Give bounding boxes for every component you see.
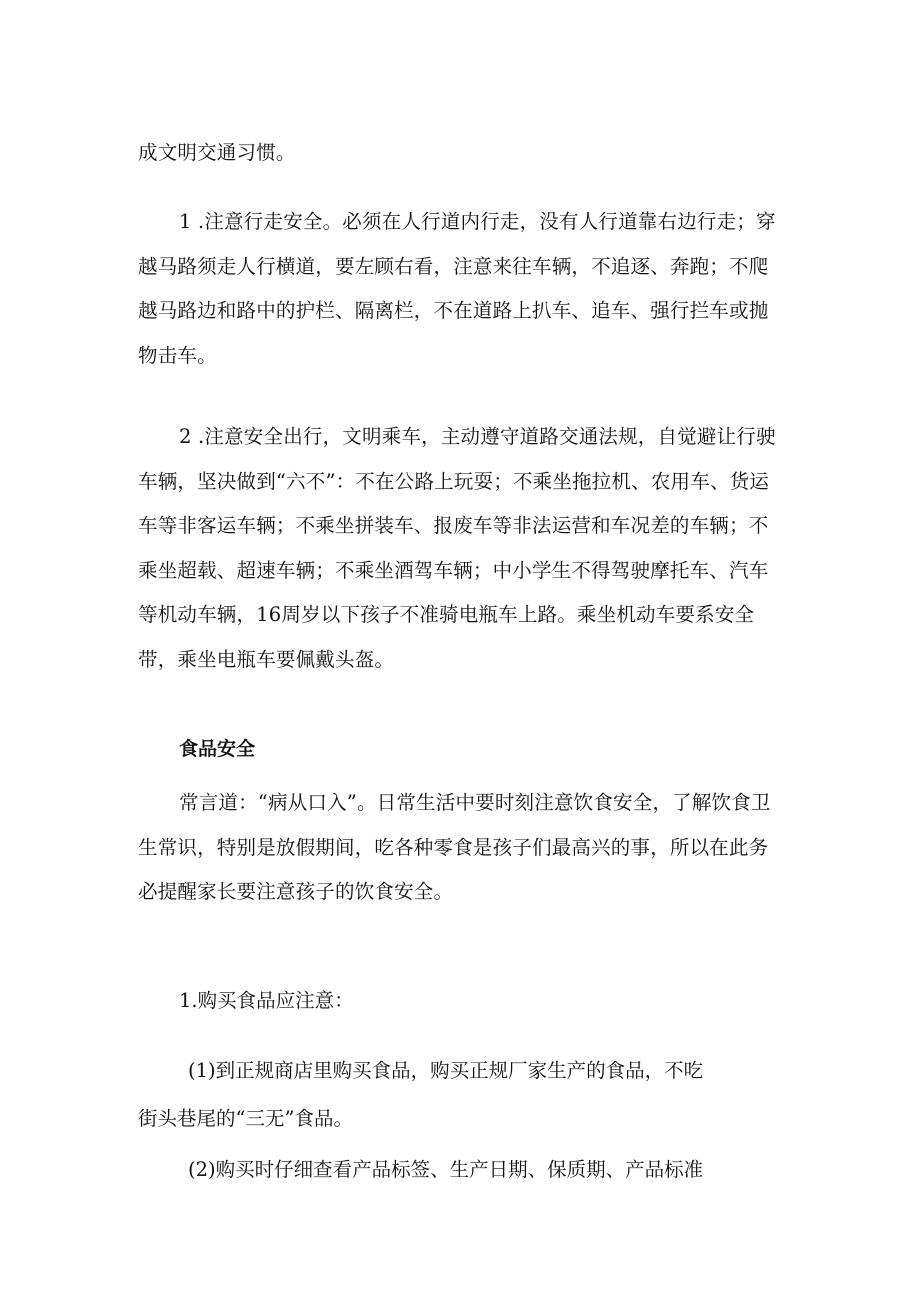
sub-item-1-line-1: (1)到正规商店里购买食品，购买正规厂家生产的食品，不吃: [188, 1059, 704, 1082]
paragraph-intro-tail: 成文明交通习惯。: [138, 141, 296, 164]
paragraph-food-intro: 常言道：“病从口入”。日常生活中要时刻注意饮食安全，了解饮食卫生常识，特别是放假期间，吃各种零食是孩子们最高兴的事，所以在此务必提醒家长要注意孩子的饮食安全。: [138, 791, 771, 903]
list-item-buying-food: 1.购买食品应注意：: [179, 989, 354, 1012]
sub-item-2-line-1: (2)购买时仔细查看产品标签、生产日期、保质期、产品标准: [188, 1158, 704, 1181]
paragraph-riding-safety: 2 .注意安全出行，文明乘车，主动遵守道路交通法规，自觉避让行驶车辆，坚决做到“六不”：不在公路上玩耍；不乘坐拖拉机、农用车、货运车等非客运车辆；不乘坐拼装车、报废车等非法运营和车况差的车辆；不乘坐超载、超速车辆；不乘坐酒驾车辆；中小学生不得驾驶摩托车、汽车等机动车辆，16周岁以下孩子不准骑电瓶车上路。乘坐机动车要系安全带，乘坐电瓶车要佩戴头盔。: [138, 425, 776, 671]
paragraph-walking-safety: 1 .注意行走安全。必须在人行道内行走，没有人行道靠右边行走；穿越马路须走人行横道，要左顾右看，注意来往车辆，不追逐、奔跑；不爬越马路边和路中的护栏、隔离栏，不在道路上扒车、追车、强行拦车或抛物击车。: [138, 210, 776, 367]
section-heading-food-safety: 食品安全: [179, 738, 256, 760]
sub-item-1-line-2: 街头巷尾的“三无”食品。: [138, 1107, 353, 1130]
